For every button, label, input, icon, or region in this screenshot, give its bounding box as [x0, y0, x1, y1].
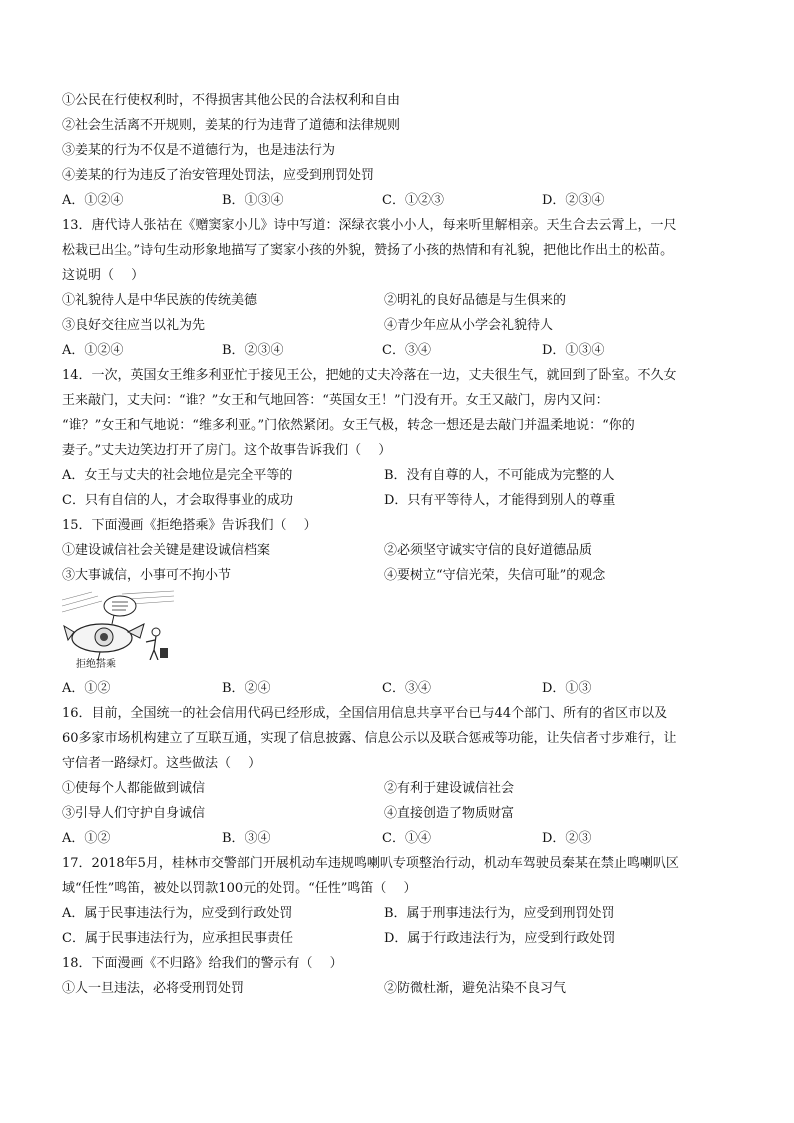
q16-stem-line-3: 守信者一路绿灯。这些做法（ ） — [62, 756, 262, 771]
q15-option-d: D．①③ — [542, 681, 592, 696]
q13-statements-row-1 — [62, 288, 742, 313]
q16-statement-2: ②有利于建设诚信社会 — [384, 781, 515, 796]
q16-options — [62, 826, 742, 851]
q14-option-d: D．只有平等待人，才能得到别人的尊重 — [384, 493, 616, 508]
q13-stem-line-1: 13．唐代诗人张祜在《赠窦家小儿》诗中写道：深绿衣裳小小人，每来听里解相亲。天生合去云霄上，一尺 — [62, 218, 677, 233]
q12-options — [62, 188, 742, 213]
q15-option-b: B．②④ — [222, 681, 271, 696]
q17-option-d: D．属于行政违法行为，应受到行政处罚 — [384, 931, 616, 946]
q12-option-c: C．①②③ — [382, 193, 444, 208]
q15-option-a: A．①② — [62, 681, 111, 696]
q14-option-b: B．没有自尊的人，不可能成为完整的人 — [384, 468, 615, 483]
q17-stem-line-1: 17．2018年5月，桂林市交警部门开展机动车违规鸣喇叭专项整治行动，机动车驾驶员秦某在禁止鸣喇叭区 — [62, 856, 679, 871]
q13-option-b: B．②③④ — [222, 343, 284, 358]
q14-options-row-1 — [62, 463, 742, 488]
q13-statement-3: ③良好交往应当以礼为先 — [62, 318, 206, 333]
q13-statement-4: ④青少年应从小学会礼貌待人 — [384, 318, 554, 333]
q16-stem-line-2: 60多家市场机构建立了互联互通，实现了信息披露、信息公示以及联合惩戒等功能，让失信者寸步难行，让 — [62, 731, 677, 746]
q15-statement-2: ②必须坚守诚实守信的良好道德品质 — [384, 543, 593, 558]
q16-option-b: B．③④ — [222, 831, 271, 846]
q16-option-a: A．①② — [62, 831, 111, 846]
q13-option-a: A．①②④ — [62, 343, 124, 358]
q13-statement-2: ②明礼的良好品德是与生俱来的 — [384, 293, 567, 308]
q14-option-c: C．只有自信的人，才会取得事业的成功 — [62, 493, 293, 508]
q18-statement-2: ②防微杜渐，避免沾染不良习气 — [384, 981, 567, 996]
q16-statement-3: ③引导人们守护自身诚信 — [62, 806, 206, 821]
q17-options-row-1 — [62, 901, 742, 926]
q16-statement-1: ①使每个人都能做到诚信 — [62, 781, 206, 796]
q13-stem-line-2: 松栽已出尘。”诗句生动形象地描写了窦家小孩的外貌，赞扬了小孩的热情和有礼貌，把他比作出土的松苗。 — [62, 243, 674, 258]
airplane-cartoon-icon — [62, 590, 174, 670]
q13-stem-line-3: 这说明（ ） — [62, 268, 145, 283]
q16-statements-row-2 — [62, 801, 742, 826]
q12-statement-4: ④姜某的行为违反了治安管理处罚法，应受到刑罚处罚 — [62, 168, 375, 183]
q15-statement-3: ③大事诚信，小事可不拘小节 — [62, 568, 232, 583]
q17-option-a: A．属于民事违法行为，应受到行政处罚 — [62, 906, 293, 921]
q15-option-c: C．③④ — [382, 681, 431, 696]
q13-statement-1: ①礼貌待人是中华民族的传统美德 — [62, 293, 258, 308]
q14-stem-line-2: 王来敲门，丈夫问：“谁？”女王和气地回答：“英国女王！”门没有开。女王又敲门，房内又问： — [62, 393, 609, 408]
q13-option-d: D．①③④ — [542, 343, 605, 358]
q15-statements-row-2 — [62, 563, 742, 588]
q15-options — [62, 676, 742, 701]
q15-stem: 15．下面漫画《拒绝搭乘》告诉我们（ ） — [62, 518, 317, 533]
q15-cartoon-caption: 拒绝搭乘 — [76, 659, 116, 670]
q12-option-d: D．②③④ — [542, 193, 605, 208]
q16-option-d: D．②③ — [542, 831, 592, 846]
q15-cartoon-image — [62, 590, 174, 670]
q14-stem-line-1: 14．一次，英国女王维多利亚忙于接见王公，把她的丈夫冷落在一边，丈夫很生气，就回到了卧室。不久女 — [62, 368, 677, 383]
q18-statement-1: ①人一旦违法，必将受刑罚处罚 — [62, 981, 245, 996]
q16-stem-line-1: 16．目前，全国统一的社会信用代码已经形成，全国信用信息共享平台已与44个部门、所有的省区市以及 — [62, 706, 668, 721]
q14-options-row-2 — [62, 488, 742, 513]
q13-option-c: C．③④ — [382, 343, 431, 358]
q12-statement-3: ③姜某的行为不仅是不道德行为，也是违法行为 — [62, 143, 336, 158]
q12-statement-2: ②社会生活离不开规则，姜某的行为违背了道德和法律规则 — [62, 118, 401, 133]
q15-statement-4: ④要树立“守信光荣，失信可耻”的观念 — [384, 568, 606, 583]
q16-option-c: C．①④ — [382, 831, 431, 846]
q12-option-a: A．①②④ — [62, 193, 124, 208]
q17-options-row-2 — [62, 926, 742, 951]
q15-statement-1: ①建设诚信社会关键是建设诚信档案 — [62, 543, 271, 558]
q18-statements-row-1 — [62, 976, 742, 1001]
q14-stem-line-4: 妻子。”丈夫边笑边打开了房门。这个故事告诉我们（ ） — [62, 443, 392, 458]
q17-option-c: C．属于民事违法行为，应承担民事责任 — [62, 931, 293, 946]
exam-page — [62, 88, 742, 1001]
q13-options — [62, 338, 742, 363]
q17-option-b: B．属于刑事违法行为，应受到刑罚处罚 — [384, 906, 615, 921]
q13-statements-row-2 — [62, 313, 742, 338]
q18-stem: 18．下面漫画《不归路》给我们的警示有（ ） — [62, 956, 343, 971]
q14-stem-line-3: “谁？”女王和气地说：“维多利亚。”门依然紧闭。女王气极，转念一想还是去敲门并温柔地说：“你的 — [62, 418, 635, 433]
q15-statements-row-1 — [62, 538, 742, 563]
q14-option-a: A．女王与丈夫的社会地位是完全平等的 — [62, 468, 293, 483]
q17-stem-line-2: 域“任性”鸣笛，被处以罚款100元的处罚。“任性”鸣笛（ ） — [62, 881, 417, 896]
q16-statement-4: ④直接创造了物质财富 — [384, 806, 515, 821]
q16-statements-row-1 — [62, 776, 742, 801]
q12-statement-1: ①公民在行使权利时，不得损害其他公民的合法权利和自由 — [62, 93, 401, 108]
q12-option-b: B．①③④ — [222, 193, 284, 208]
